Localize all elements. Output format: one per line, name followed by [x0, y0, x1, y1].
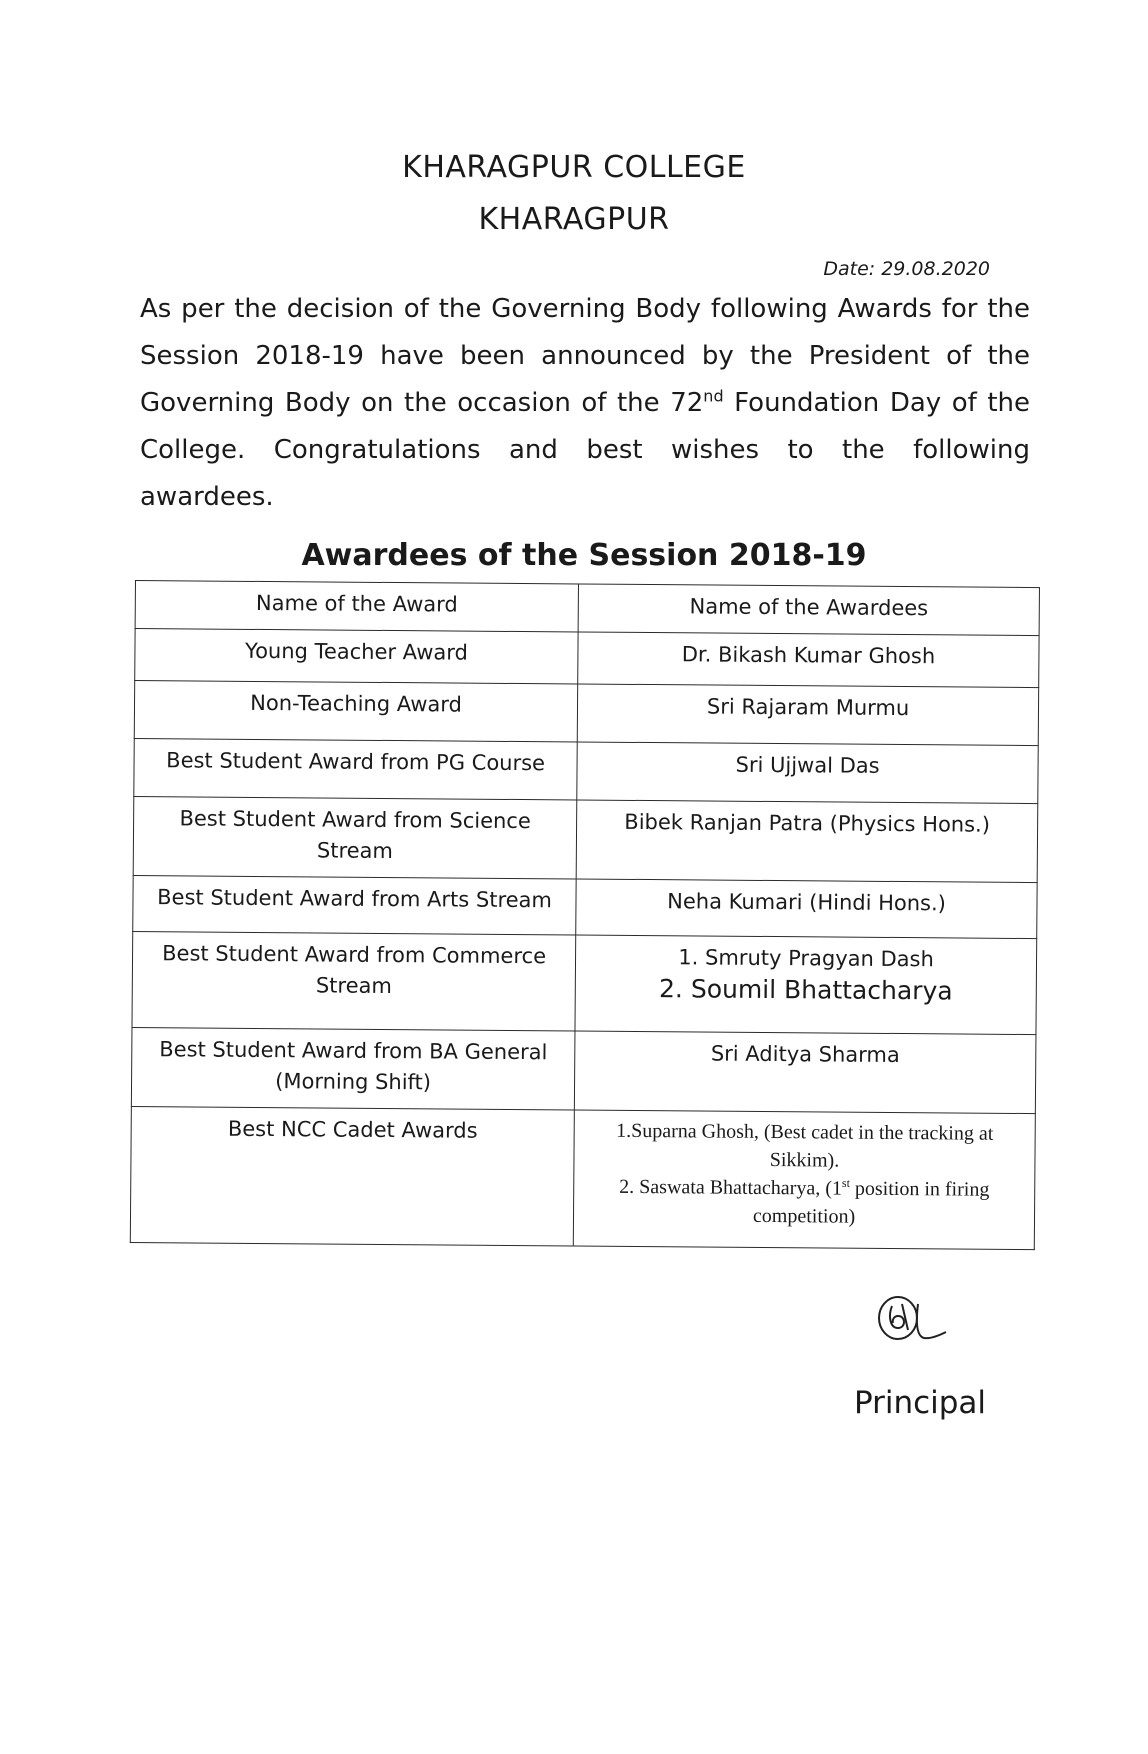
principal-signature [872, 1290, 952, 1350]
notice-date: Date: 29.08.2020 [823, 258, 990, 280]
list-item: 1. Smruty Pragyan Dash [678, 945, 934, 972]
intro-text-start: As per the decision of the Governing Body following Awards for the Session 2018-19 have been announced by the President of the Governing Body on the occasion of the 72 [140, 294, 1030, 418]
awardee-cell: Neha Kumari (Hindi Hons.) [576, 879, 1037, 939]
table-row [132, 931, 1037, 1034]
awardee-cell [575, 935, 1037, 1035]
list-item: 2. Soumil Bhattacharya [658, 974, 953, 1006]
ncc-awardee-line-1: 1.Suparna Ghosh, (Best cadet in the tracking at Sikkim). [616, 1119, 994, 1172]
award-cell: Best Student Award from BA General (Morning Shift) [131, 1027, 575, 1109]
awardee-cell: Dr. Bikash Kumar Ghosh [578, 632, 1039, 688]
intro-text-end: Foundation Day of the College. Congratulations and best wishes to the following awardees. [140, 388, 1030, 512]
ncc-awardee-line-2 [584, 1173, 1024, 1232]
ordinal-suffix: st [841, 1175, 851, 1190]
award-cell: Young Teacher Award [135, 629, 579, 684]
header-awardee-name: Name of the Awardees [578, 584, 1039, 636]
table-row [131, 1027, 1036, 1113]
table-row [135, 629, 1039, 688]
award-cell: Non-Teaching Award [134, 681, 578, 742]
table-title: Awardees of the Session 2018-19 [301, 538, 867, 573]
awardee-cell [573, 1110, 1035, 1250]
table-row [134, 681, 1038, 746]
table-row [134, 738, 1038, 803]
table-row [130, 1106, 1035, 1249]
award-cell: Best Student Award from Science Stream [133, 796, 577, 878]
awardee-cell: Sri Ujjwal Das [577, 742, 1038, 804]
header-award-name: Name of the Award [135, 581, 578, 632]
table-header-row [135, 581, 1039, 636]
awardee-cell: Sri Aditya Sharma [574, 1031, 1035, 1114]
award-cell: Best Student Award from PG Course [134, 738, 578, 799]
awardee-cell: Bibek Ranjan Patra (Physics Hons.) [576, 800, 1037, 883]
award-cell: Best Student Award from Arts Stream [133, 875, 577, 934]
ordinal-suffix: nd [703, 386, 724, 406]
awards-table [130, 580, 1040, 1250]
table-row [133, 875, 1037, 938]
ncc-awardee-text [584, 1117, 1025, 1232]
signatory-title: Principal [853, 1385, 987, 1421]
ncc-line2-end: position in firing competition) [752, 1177, 990, 1228]
award-cell: Best Student Award from Commerce Stream [132, 931, 576, 1030]
awardee-list [586, 942, 1026, 1007]
award-cell: Best NCC Cadet Awards [130, 1106, 574, 1245]
table-row [133, 796, 1038, 882]
college-city: KHARAGPUR [478, 202, 670, 237]
awardee-cell: Sri Rajaram Murmu [577, 684, 1038, 746]
intro-paragraph [140, 286, 1030, 521]
college-name: KHARAGPUR COLLEGE [402, 150, 746, 185]
ncc-line2-start: 2. Saswata Bhattacharya, (1 [619, 1175, 843, 1200]
